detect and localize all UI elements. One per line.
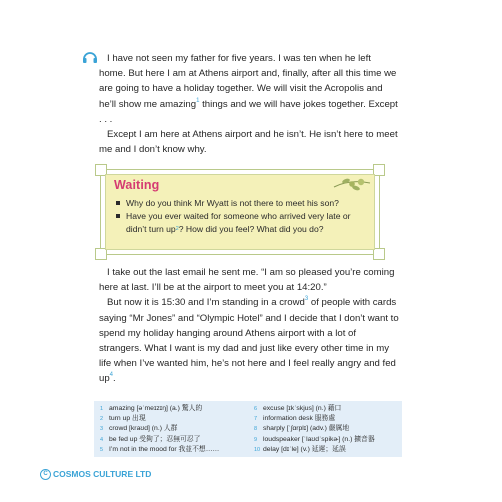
glossary-entry: 10 delay [dɪˈle] (v.) 延遲；延誤 <box>254 445 346 453</box>
story-bottom <box>99 265 399 387</box>
glossary-entry: 2 turn up 出現 <box>100 415 146 423</box>
story-paragraph-1: I have not seen my father for five years. I was ten when he left home. But here I am at Athens airport and, finally, after all this time we are going to have a holiday together. We will visit the Acropolis and he’ll show me amazing$^1$ things and we will have jokes together. Except . . . <box>99 53 398 125</box>
glossary-entry: 1 amazing [əˈmeɪzɪŋ] (a.) 驚人的 <box>100 405 203 412</box>
footnote-marker: 1 <box>196 97 200 104</box>
glossary-box <box>94 401 402 457</box>
waiting-box <box>100 169 380 255</box>
footnote-marker: 4 <box>109 372 114 379</box>
headphones-icon <box>82 50 98 64</box>
glossary-column-right <box>254 404 404 455</box>
copyright-icon: C <box>40 469 51 480</box>
story-paragraph-2: Except I am here at Athens airport and he isn’t. He isn’t here to meet me and I don’t know why. <box>99 129 398 156</box>
footnote-marker: 2 <box>175 226 179 232</box>
glossary-entry: 9 loudspeaker [ˈlaʊdˈspikɚ] (n.) 擴音器 <box>254 435 375 443</box>
publisher-name: COSMOS CULTURE LTD <box>53 469 152 479</box>
publisher-credit <box>40 469 151 480</box>
question-item: Why do you think Mr Wyatt is not there to meet his son? <box>114 197 364 210</box>
glossary-entry: 8 sharply [ˈʃɑrplɪ] (adv.) 嚴厲地 <box>254 425 350 433</box>
story-top <box>99 51 399 157</box>
glossary-entry: 5 I’m not in the mood for 我並不想…… <box>100 445 220 453</box>
glossary-entry: 3 crowd [kraʊd] (n.) 人群 <box>100 425 178 433</box>
glossary-entry: 4 be fed up 受夠了；忍無可忍了 <box>100 435 201 443</box>
question-item: Have you ever waited for someone who arrived very late or didn’t turn $up^2$? How did you feel? What did you do? <box>114 210 364 236</box>
glossary-entry: 6 excuse [ɪkˈskjus] (n.) 藉口 <box>254 405 342 412</box>
story-paragraph-3: I take out the last email he sent me. “I am so pleased you’re coming here at last. I’ll be at the airport to meet you at 14:20.” <box>99 267 395 294</box>
waiting-questions <box>114 197 364 236</box>
glossary-entry: 7 information desk 服務處 <box>254 415 336 423</box>
olive-branch-icon <box>332 173 372 195</box>
footnote-marker: 3 <box>304 296 309 303</box>
waiting-title: Waiting <box>114 178 160 192</box>
glossary-column-left <box>100 404 250 455</box>
story-paragraph-4: But now it is 15:30 and I’m standing in a crowd$^3$ of people with cards saying “Mr Jones” and “Olympic Hotel” and I decide that I don’t want to spend my holiday hanging around Athens airport with a lot of strangers. What I want is my dad and just like every other time in my life when I’ve wanted him, he’s not here and I feel really angry and fed $up^4$. <box>99 296 399 385</box>
